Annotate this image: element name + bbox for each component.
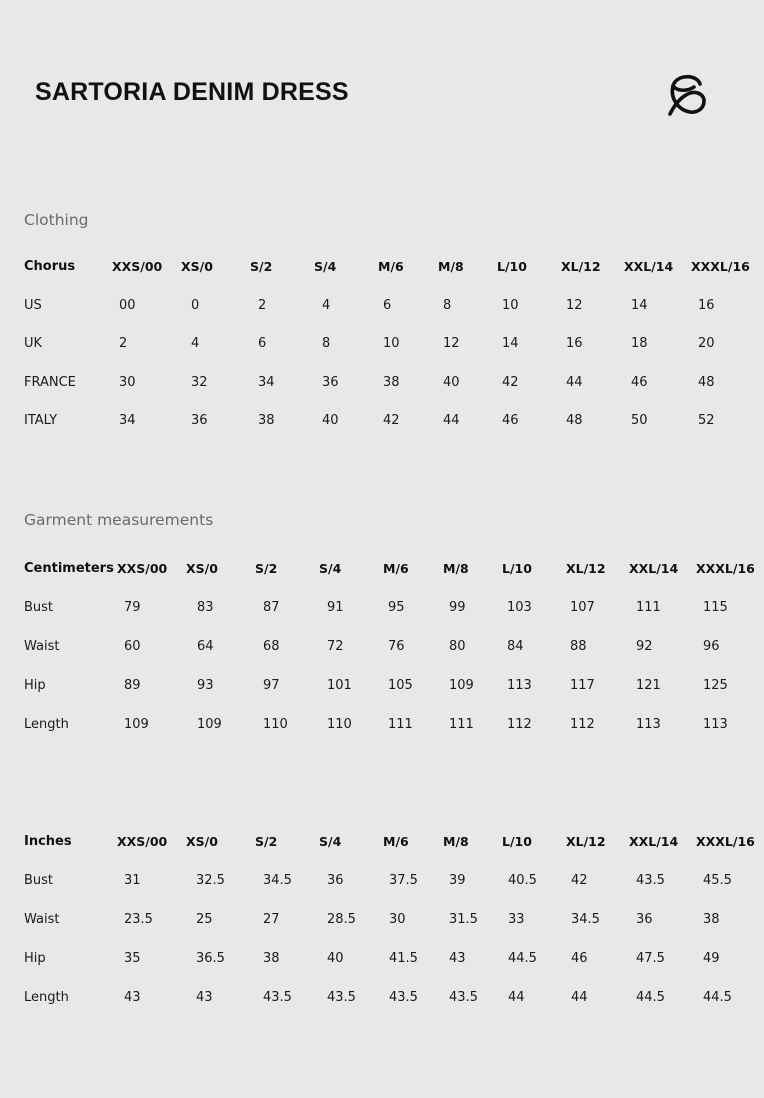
table-cell: 121 (636, 678, 661, 693)
table-cell: 43 (196, 990, 213, 1005)
table-cell: 109 (124, 717, 149, 732)
table-cell: 111 (388, 717, 413, 732)
table-cell: 88 (570, 639, 587, 654)
table-cell: 93 (197, 678, 214, 693)
size-column-header: XXXL/16 (696, 834, 755, 849)
table-cell: 34.5 (263, 873, 292, 888)
row-label: Hip (24, 678, 46, 693)
table-cell: 46 (631, 374, 648, 390)
table-cell: 33 (508, 912, 525, 927)
table-cell: 36 (636, 912, 653, 927)
table-cell: 42 (502, 374, 519, 390)
size-column-header: M/6 (378, 259, 404, 274)
table-cell: 40 (443, 374, 460, 390)
table-cell: 43 (124, 990, 141, 1005)
table-cell: 14 (631, 297, 648, 313)
table-cell: 32 (191, 374, 208, 390)
table-row (0, 373, 764, 393)
table-header-label: Inches (24, 834, 72, 849)
table-cell: 4 (322, 297, 331, 313)
section-title-garment-measurements: Garment measurements (24, 511, 214, 529)
table-cell: 6 (383, 297, 392, 313)
table-cell: 68 (263, 639, 280, 654)
table-row (0, 598, 764, 618)
table-cell: 64 (197, 639, 214, 654)
table-cell: 30 (389, 912, 406, 927)
size-column-header: XXS/00 (117, 561, 168, 576)
table-cell: 38 (383, 374, 400, 390)
table-cell: 103 (507, 600, 532, 615)
size-column-header: S/2 (255, 834, 278, 849)
table-cell: 49 (703, 951, 720, 966)
table-cell: 83 (197, 600, 214, 615)
table-cell: 4 (191, 336, 200, 351)
size-column-header: XXL/14 (629, 561, 679, 576)
table-cell: 115 (703, 600, 728, 615)
table-cell: 23.5 (124, 912, 153, 927)
row-label: Waist (24, 639, 60, 654)
table-cell: 113 (703, 717, 728, 732)
table-cell: 47.5 (636, 951, 665, 966)
size-column-header: XL/12 (566, 561, 606, 576)
table-cell: 44 (508, 990, 525, 1005)
table-cell: 52 (698, 413, 715, 428)
size-column-header: S/4 (319, 834, 342, 849)
table-cell: 27 (263, 912, 280, 927)
size-column-header: XL/12 (561, 259, 601, 274)
size-column-header: XXS/00 (117, 834, 168, 849)
size-column-header: XS/0 (186, 834, 218, 849)
table-cell: 28.5 (327, 912, 356, 927)
size-column-header: S/2 (250, 259, 273, 274)
size-column-header: XS/0 (181, 259, 213, 274)
section-title-clothing: Clothing (24, 211, 89, 229)
table-cell: 44 (443, 413, 460, 428)
table-cell: 34.5 (571, 912, 600, 927)
size-column-header: M/6 (383, 561, 409, 576)
table-cell: 107 (570, 600, 595, 615)
table-cell: 44.5 (636, 990, 665, 1005)
size-column-header: M/8 (438, 259, 464, 274)
table-cell: 36 (327, 873, 344, 888)
table-cell: 97 (263, 678, 280, 693)
table-cell: 43.5 (389, 990, 418, 1005)
table-cell: 36.5 (196, 951, 225, 966)
table-cell: 99 (449, 600, 466, 615)
table-row (0, 949, 764, 969)
table-cell: 40 (322, 413, 339, 428)
table-cell: 96 (703, 639, 720, 654)
table-cell: 32.5 (196, 873, 225, 888)
size-column-header: L/10 (497, 259, 527, 274)
table-cell: 20 (698, 336, 715, 351)
table-cell: 25 (196, 912, 213, 927)
table-cell: 37.5 (389, 873, 418, 888)
table-cell: 41.5 (389, 951, 418, 966)
table-cell: 87 (263, 600, 280, 615)
table-row (0, 988, 764, 1008)
table-cell: 42 (383, 413, 400, 428)
table-cell: 76 (388, 639, 405, 654)
table-cell: 38 (258, 413, 275, 428)
table-cell: 95 (388, 600, 405, 615)
table-cell: 112 (507, 717, 532, 732)
table-header-row (0, 559, 764, 579)
table-row (0, 637, 764, 657)
row-label: Length (24, 990, 69, 1005)
size-column-header: XL/12 (566, 834, 606, 849)
table-row (0, 676, 764, 696)
table-cell: 125 (703, 678, 728, 693)
table-cell: 109 (449, 678, 474, 693)
size-column-header: L/10 (502, 561, 532, 576)
table-cell: 2 (258, 297, 267, 313)
row-label: Length (24, 717, 69, 732)
row-label: ITALY (24, 413, 58, 428)
table-cell: 92 (636, 639, 653, 654)
table-cell: 109 (197, 717, 222, 732)
table-cell: 91 (327, 600, 344, 615)
table-cell: 60 (124, 639, 141, 654)
table-cell: 18 (631, 336, 648, 351)
table-cell: 8 (322, 336, 331, 351)
table-header-label: Centimeters (24, 561, 114, 576)
row-label: US (24, 297, 42, 313)
table-cell: 112 (570, 717, 595, 732)
size-column-header: M/8 (443, 561, 469, 576)
table-cell: 31.5 (449, 912, 478, 927)
table-row (0, 296, 764, 316)
table-header-row (0, 832, 764, 852)
table-cell: 44 (566, 374, 583, 390)
table-cell: 43.5 (449, 990, 478, 1005)
table-row (0, 411, 764, 431)
size-column-header: XXS/00 (112, 259, 163, 274)
table-cell: 40.5 (508, 873, 537, 888)
table-cell: 10 (383, 336, 400, 351)
table-cell: 39 (449, 873, 466, 888)
table-cell: 110 (327, 717, 352, 732)
size-column-header: S/4 (314, 259, 337, 274)
table-cell: 34 (119, 413, 136, 428)
table-cell: 34 (258, 374, 275, 390)
table-cell: 43.5 (327, 990, 356, 1005)
table-cell: 44.5 (703, 990, 732, 1005)
size-column-header: M/8 (443, 834, 469, 849)
table-cell: 113 (507, 678, 532, 693)
table-cell: 50 (631, 413, 648, 428)
row-label: UK (24, 336, 43, 351)
size-column-header: XXL/14 (629, 834, 679, 849)
curly-c-logo-icon (664, 70, 710, 120)
size-column-header: L/10 (502, 834, 532, 849)
table-cell: 80 (449, 639, 466, 654)
table-cell: 14 (502, 336, 519, 351)
size-column-header: XXXL/16 (691, 259, 750, 274)
table-header-row (0, 257, 764, 277)
table-cell: 110 (263, 717, 288, 732)
size-column-header: XXXL/16 (696, 561, 755, 576)
size-column-header: S/2 (255, 561, 278, 576)
table-cell: 31 (124, 873, 141, 888)
table-cell: 38 (703, 912, 720, 927)
table-cell: 35 (124, 951, 141, 966)
table-cell: 16 (566, 336, 583, 351)
table-row (0, 334, 764, 354)
row-label: Hip (24, 951, 46, 966)
table-cell: 10 (502, 297, 519, 313)
table-cell: 8 (443, 297, 452, 313)
table-cell: 46 (571, 951, 588, 966)
table-cell: 46 (502, 413, 519, 428)
table-cell: 79 (124, 600, 141, 615)
table-cell: 84 (507, 639, 524, 654)
table-cell: 16 (698, 297, 715, 313)
table-cell: 0 (191, 297, 200, 313)
table-cell: 6 (258, 336, 267, 351)
table-cell: 111 (449, 717, 474, 732)
size-column-header: XS/0 (186, 561, 218, 576)
table-cell: 111 (636, 600, 661, 615)
row-label: Bust (24, 873, 54, 888)
table-cell: 40 (327, 951, 344, 966)
table-cell: 38 (263, 951, 280, 966)
table-row (0, 715, 764, 735)
table-header-label: Chorus (24, 259, 76, 274)
table-row (0, 910, 764, 930)
table-cell: 00 (119, 297, 136, 313)
table-cell: 12 (443, 336, 460, 351)
row-label: FRANCE (24, 374, 76, 390)
size-column-header: S/4 (319, 561, 342, 576)
table-cell: 43.5 (263, 990, 292, 1005)
size-column-header: XXL/14 (624, 259, 674, 274)
table-cell: 43 (449, 951, 466, 966)
table-cell: 117 (570, 678, 595, 693)
table-cell: 30 (119, 374, 136, 390)
table-cell: 48 (566, 413, 583, 428)
table-cell: 36 (322, 374, 339, 390)
table-cell: 72 (327, 639, 344, 654)
table-cell: 45.5 (703, 873, 732, 888)
table-cell: 36 (191, 413, 208, 428)
table-cell: 44 (571, 990, 588, 1005)
size-column-header: M/6 (383, 834, 409, 849)
table-cell: 2 (119, 336, 128, 351)
page-title: SARTORIA DENIM DRESS (35, 78, 349, 106)
table-cell: 105 (388, 678, 413, 693)
table-cell: 12 (566, 297, 583, 313)
table-cell: 101 (327, 678, 352, 693)
table-cell: 44.5 (508, 951, 537, 966)
table-cell: 89 (124, 678, 141, 693)
table-row (0, 871, 764, 891)
row-label: Bust (24, 600, 54, 615)
table-cell: 113 (636, 717, 661, 732)
row-label: Waist (24, 912, 60, 927)
table-cell: 42 (571, 873, 588, 888)
table-cell: 43.5 (636, 873, 665, 888)
table-cell: 48 (698, 374, 715, 390)
